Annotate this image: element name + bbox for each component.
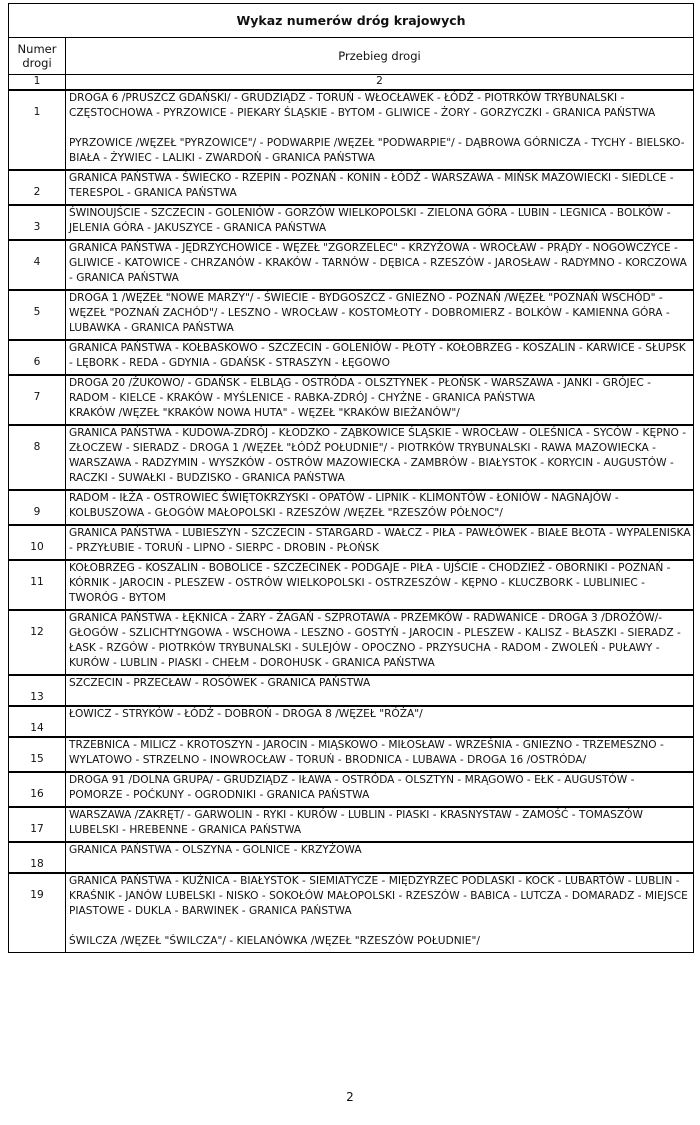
table-row <box>9 425 694 490</box>
table-row <box>9 340 694 375</box>
road-route <box>66 772 694 807</box>
road-number: 3 <box>9 205 66 240</box>
route-text: GRANICA PAŃSTWA - LUBIESZYN - SZCZECIN - STARGARD - WAŁCZ - PIŁA - PAWŁÓWEK - BIAŁE BŁOTA - WYPALENISKA - PRZYŁUBIE - TORUŃ - LIPNO - SIERPC - DROBIN - PŁOŃSK <box>69 527 691 554</box>
road-number: 7 <box>9 375 66 425</box>
route-text: KRAKÓW /WĘZEŁ "KRAKÓW NOWA HUTA" - WĘZEŁ "KRAKÓW BIEŻANÓW"/ <box>69 407 460 419</box>
road-number: 2 <box>9 170 66 205</box>
road-route <box>66 525 694 560</box>
header-number: Numer drogi <box>9 38 66 75</box>
route-text: GRANICA PAŃSTWA - ŚWIECKO - RZEPIN - POZNAŃ - KONIN - ŁÓDŹ - WARSZAWA - MIŃSK MAZOWIECKI - SIEDLCE - TERESPOL - GRANICA PAŃSTWA <box>69 172 674 199</box>
table-row <box>9 560 694 610</box>
table-title: Wykaz numerów dróg krajowych <box>9 4 694 38</box>
road-number: 11 <box>9 560 66 610</box>
table-row <box>9 610 694 675</box>
table-row <box>9 675 694 706</box>
road-number: 12 <box>9 610 66 675</box>
route-text: DROGA 6 /PRUSZCZ GDAŃSKI/ - GRUDZIĄDZ - TORUŃ - WŁOCŁAWEK - ŁÓDŹ - PIOTRKÓW TRYBUNALSKI - CZĘSTOCHOWA - PYRZOWICE - PIEKARY ŚLĄSKIE - BYTOM - GLIWICE - ŻORY - GORZYCZKI - GRANICA PAŃSTWA <box>69 92 656 119</box>
table-row <box>9 205 694 240</box>
table-row <box>9 170 694 205</box>
road-route <box>66 90 694 170</box>
road-route <box>66 490 694 525</box>
route-text: TRZEBNICA - MILICZ - KROTOSZYN - JAROCIN - MIĄSKOWO - MIŁOSŁAW - WRZEŚNIA - GNIEZNO - TRZEMESZNO - WYLATOWO - STRZELNO - INOWROCŁAW - TORUŃ - BRODNICA - LUBAWA - DROGA 16 /OSTRÓDA/ <box>69 739 664 766</box>
road-route <box>66 375 694 425</box>
route-text: GRANICA PAŃSTWA - ŁĘKNICA - ŻARY - ŻAGAŃ - SZPROTAWA - PRZEMKÓW - RADWANICE - DROGA 3 /DROŻÓW/- GŁOGÓW - SZLICHTYNGOWA - WSCHOWA - LESZNO - GOSTYŃ - JAROCIN - PLESZEW - KALISZ - BŁASZKI - SIERADZ - ŁASK - RZGÓW - PIOTRKÓW TRYBUNALSKI - SULEJÓW - OPOCZNO - PRZYSUCHA - RADOM - ZWOLEŃ - PUŁAWY - KURÓW - LUBLIN - PIASKI - CHEŁM - DOROHUSK - GRANICA PAŃSTWA <box>69 612 681 669</box>
road-route <box>66 737 694 772</box>
road-number: 15 <box>9 737 66 772</box>
table-body <box>9 90 694 953</box>
route-text: WARSZAWA /ZAKRĘT/ - GARWOLIN - RYKI - KURÓW - LUBLIN - PIASKI - KRASNYSTAW - ZAMOŚĆ - TOMASZÓW LUBELSKI - HREBENNE - GRANICA PAŃSTWA <box>69 809 643 836</box>
route-text: GRANICA PAŃSTWA - KUŹNICA - BIAŁYSTOK - SIEMIATYCZE - MIĘDZYRZEC PODLASKI - KOCK - LUBARTÓW - LUBLIN - KRAŚNIK - JANÓW LUBELSKI - NISKO - SOKOŁÓW MAŁOPOLSKI - RZESZÓW - BABICA - LUTCZA - DOMARADZ - MIEJSCE PIASTOWE - DUKLA - BARWINEK - GRANICA PAŃSTWA <box>69 875 688 917</box>
table-row <box>9 842 694 873</box>
road-number: 6 <box>9 340 66 375</box>
road-number: 10 <box>9 525 66 560</box>
road-number: 16 <box>9 772 66 807</box>
road-route <box>66 290 694 340</box>
road-number: 8 <box>9 425 66 490</box>
road-number: 4 <box>9 240 66 290</box>
route-text: GRANICA PAŃSTWA - JĘDRZYCHOWICE - WĘZEŁ "ZGORZELEC" - KRZYŻOWA - WROCŁAW - PRĄDY - NOGOWCZYCE - GLIWICE - KATOWICE - CHRZANÓW - KRAKÓW - TARNÓW - DĘBICA - RZESZÓW - JAROSŁAW - RADYMNO - KORCZOWA - GRANICA PAŃSTWA <box>69 242 687 284</box>
route-text: ŁOWICZ - STRYKÓW - ŁÓDŹ - DOBROŃ - DROGA 8 /WĘZEŁ "RÓŻA"/ <box>69 708 423 720</box>
road-route <box>66 675 694 706</box>
table-row <box>9 375 694 425</box>
road-number: 1 <box>9 90 66 170</box>
road-number: 17 <box>9 807 66 842</box>
road-number: 5 <box>9 290 66 340</box>
route-text: RADOM - IŁŻA - OSTROWIEC ŚWIĘTOKRZYSKI - OPATÓW - LIPNIK - KLIMONTÓW - ŁONIÓW - NAGNAJÓW - KOLBUSZOWA - GŁOGÓW MAŁOPOLSKI - RZESZÓW /WĘZEŁ "RZESZÓW PÓŁNOC"/ <box>69 492 619 519</box>
route-gap <box>69 919 691 934</box>
table-row <box>9 490 694 525</box>
road-route <box>66 610 694 675</box>
header-route: Przebieg drogi <box>66 38 694 75</box>
route-text: ŚWILCZA /WĘZEŁ "ŚWILCZA"/ - KIELANÓWKA /WĘZEŁ "RZESZÓW POŁUDNIE"/ <box>69 935 480 947</box>
route-text: KOŁOBRZEG - KOSZALIN - BOBOLICE - SZCZECINEK - PODGAJE - PIŁA - UJŚCIE - CHODZIEŻ - OBORNIKI - POZNAŃ - KÓRNIK - JAROCIN - PLESZEW - OSTRÓW WIELKOPOLSKI - OSTRZESZÓW - KĘPNO - KLUCZBORK - LUBLINIEC - TWORÓG - BYTOM <box>69 562 671 604</box>
road-number: 14 <box>9 706 66 737</box>
table-row <box>9 90 694 170</box>
table-row <box>9 772 694 807</box>
road-route <box>66 807 694 842</box>
roads-table <box>8 3 694 953</box>
road-route <box>66 842 694 873</box>
route-text: DROGA 1 /WĘZEŁ "NOWE MARZY"/ - ŚWIECIE - BYDGOSZCZ - GNIEZNO - POZNAŃ /WĘZEŁ "POZNAŃ WSCHÓD" - WĘZEŁ "POZNAŃ ZACHÓD"/ - LESZNO - WROCŁAW - KOSTOMŁOTY - DOBROMIERZ - BOLKÓW - KAMIENNA GÓRA - LUBAWKA - GRANICA PAŃSTWA <box>69 292 670 334</box>
road-number: 18 <box>9 842 66 873</box>
route-text: SZCZECIN - PRZECŁAW - ROSÓWEK - GRANICA PAŃSTWA <box>69 677 371 689</box>
road-route <box>66 425 694 490</box>
table-row <box>9 807 694 842</box>
table-row <box>9 525 694 560</box>
table-row <box>9 240 694 290</box>
road-number: 19 <box>9 873 66 953</box>
road-number: 9 <box>9 490 66 525</box>
header-index-route: 2 <box>66 75 694 91</box>
route-text: GRANICA PAŃSTWA - KOŁBASKOWO - SZCZECIN - GOLENIÓW - PŁOTY - KOŁOBRZEG - KOSZALIN - KARWICE - SŁUPSK - LĘBORK - REDA - GDYNIA - GDAŃSK - STRASZYN - ŁĘGOWO <box>69 342 686 369</box>
route-text: GRANICA PAŃSTWA - OLSZYNA - GOLNICE - KRZYŻOWA <box>69 844 362 856</box>
road-route <box>66 205 694 240</box>
table-row <box>9 290 694 340</box>
table-row <box>9 873 694 953</box>
road-route <box>66 340 694 375</box>
road-route <box>66 240 694 290</box>
road-route <box>66 706 694 737</box>
route-text: PYRZOWICE /WĘZEŁ "PYRZOWICE"/ - PODWARPIE /WĘZEŁ "PODWARPIE"/ - DĄBROWA GÓRNICZA - TYCHY - BIELSKO-BIAŁA - ŻYWIEC - LALIKI - ZWARDOŃ - GRANICA PAŃSTWA <box>69 137 685 164</box>
route-gap <box>69 121 691 136</box>
road-number: 13 <box>9 675 66 706</box>
route-text: DROGA 20 /ŻUKOWO/ - GDAŃSK - ELBLĄG - OSTRÓDA - OLSZTYNEK - PŁOŃSK - WARSZAWA - JANKI - GRÓJEC - RADOM - KIELCE - KRAKÓW - MYŚLENICE - RABKA-ZDRÓJ - CHYŻNE - GRANICA PAŃSTWA <box>69 377 651 404</box>
route-text: ŚWINOUJŚCIE - SZCZECIN - GOLENIÓW - GORZÓW WIELKOPOLSKI - ZIELONA GÓRA - LUBIN - LEGNICA - BOLKÓW - JELENIA GÓRA - JAKUSZYCE - GRANICA PAŃSTWA <box>69 207 671 234</box>
road-route <box>66 170 694 205</box>
route-text: GRANICA PAŃSTWA - KUDOWA-ZDRÓJ - KŁODZKO - ZĄBKOWICE ŚLĄSKIE - WROCŁAW - OLEŚNICA - SYCÓW - KĘPNO - ZŁOCZEW - SIERADZ - DROGA 1 /WĘZEŁ "ŁÓDŹ POŁUDNIE"/ - PIOTRKÓW TRYBUNALSKI - RAWA MAZOWIECKA - WARSZAWA - RADZYMIN - WYSZKÓW - OSTRÓW MAZOWIECKA - ZAMBRÓW - BIAŁYSTOK - KORYCIN - AUGUSTÓW - RACZKI - SUWAŁKI - BUDZISKO - GRANICA PAŃSTWA <box>69 427 687 484</box>
header-index-number: 1 <box>9 75 66 91</box>
road-route <box>66 560 694 610</box>
page-number: 2 <box>346 1090 354 1104</box>
road-route <box>66 873 694 953</box>
table-row <box>9 737 694 772</box>
table-row <box>9 706 694 737</box>
route-text: DROGA 91 /DOLNA GRUPA/ - GRUDZIĄDZ - IŁAWA - OSTRÓDA - OLSZTYN - MRĄGOWO - EŁK - AUGUSTÓW - POMORZE - POĆKUNY - OGRODNIKI - GRANICA PAŃSTWA <box>69 774 635 801</box>
